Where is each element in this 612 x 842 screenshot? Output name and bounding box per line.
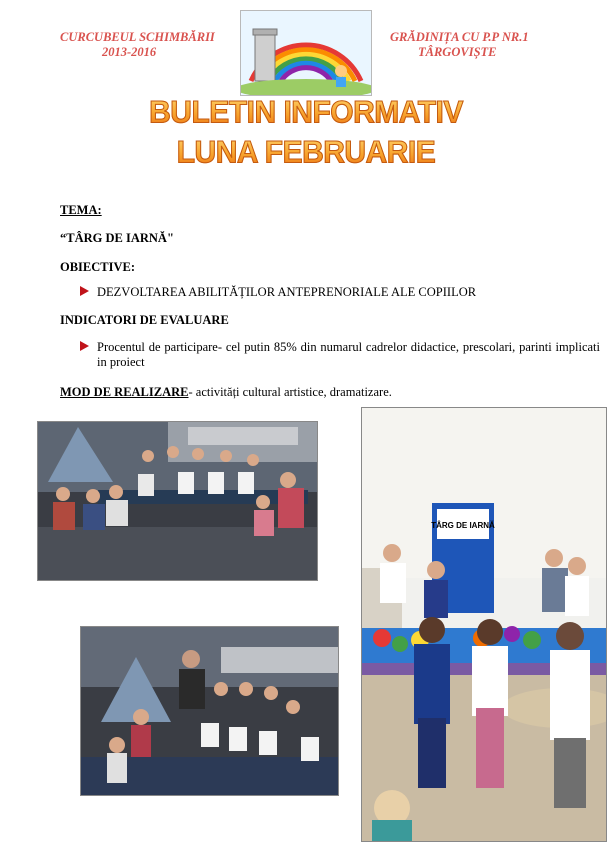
tema-label: TEMA: xyxy=(60,203,102,217)
photo-classroom-posters xyxy=(37,421,318,581)
teacher-photo-image xyxy=(81,627,338,795)
classroom-photo-image xyxy=(38,422,317,580)
photo-teacher-children xyxy=(80,626,339,796)
kindergarten-city: TÂRGOVIȘTE xyxy=(418,45,497,59)
indicatori-item: Procentul de participare- cel putin 85% din numarul cadrelor didactice, prescolari, parinti implicati in proiect xyxy=(97,340,600,369)
banner-title: BULETIN INFORMATIV xyxy=(120,95,492,131)
header-left xyxy=(60,30,250,60)
mod-label: MOD DE REALIZARE xyxy=(60,385,189,399)
header-right xyxy=(390,30,590,60)
mod-realizare xyxy=(60,385,600,400)
kindergarten-logo xyxy=(240,10,372,96)
photo-winter-fair-stand xyxy=(361,407,607,842)
fair-stand-photo-image xyxy=(362,408,606,841)
banner-subtitle: LUNA FEBRUARIE xyxy=(120,135,492,171)
project-title: CURCUBEUL SCHIMBĂRII xyxy=(60,30,215,44)
indicatori-label: INDICATORI DE EVALUARE xyxy=(60,313,229,327)
arrow-bullet-icon xyxy=(80,341,89,351)
tema-value: “TÂRG DE IARNĂ" xyxy=(60,231,174,245)
mod-value: - activități cultural artistice, dramatizare. xyxy=(188,385,392,399)
project-years: 2013-2016 xyxy=(102,45,157,59)
obiective-item: DEZVOLTAREA ABILITĂȚILOR ANTEPRENORIALE ALE COPIILOR xyxy=(97,285,477,299)
rainbow-logo-icon xyxy=(241,11,371,95)
kindergarten-name: GRĂDINIȚA CU P.P NR.1 xyxy=(390,30,529,44)
arrow-bullet-icon xyxy=(80,286,89,296)
stand-sign: TÂRG DE IARNĂ xyxy=(431,521,495,530)
obiective-label: OBIECTIVE: xyxy=(60,260,136,274)
